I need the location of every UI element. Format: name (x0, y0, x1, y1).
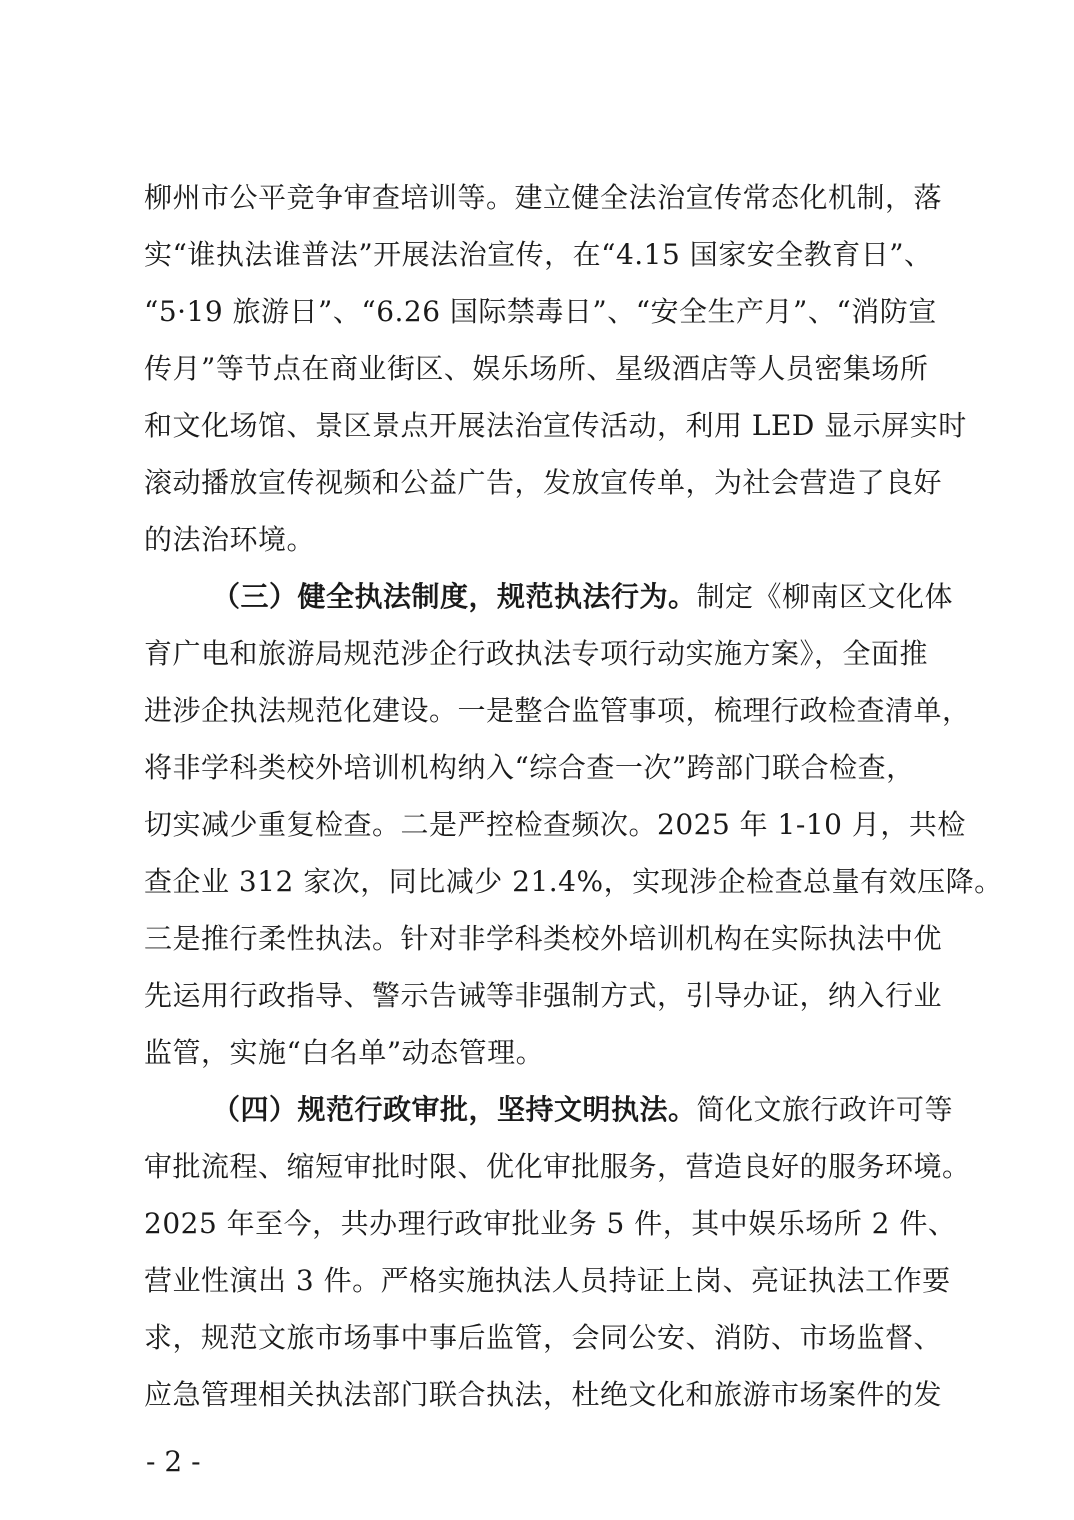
paragraph-line: 切实减少重复检查。二是严控检查频次。2025 年 1-10 月，共检 (144, 808, 966, 841)
paragraph-line: 滚动播放宣传视频和公益广告，发放宣传单，为社会营造了良好 (144, 466, 943, 499)
paragraph-line: 求，规范文旅市场事中事后监管，会同公安、消防、市场监督、 (144, 1321, 943, 1354)
paragraph-line: 和文化场馆、景区景点开展法治宣传活动，利用 LED 显示屏实时 (144, 409, 967, 442)
paragraph-line: 传月”等节点在商业街区、娱乐场所、星级酒店等人员密集场所 (144, 352, 929, 385)
paragraph-line: 营业性演出 3 件。严格实施执法人员持证上岗、亮证执法工作要 (144, 1264, 951, 1297)
section-4-first-line (212, 1090, 954, 1130)
paragraph-line: 三是推行柔性执法。针对非学科类校外培训机构在实际执法中优 (144, 922, 943, 955)
paragraph-line: 实“谁执法谁普法”开展法治宣传，在“4.15 国家安全教育日”、 (144, 238, 933, 271)
paragraph-line: 的法治环境。 (144, 523, 316, 556)
page-number: - 2 - (146, 1445, 201, 1478)
section-4-heading: （四）规范行政审批，坚持文明执法。 (212, 1093, 697, 1126)
paragraph-line: 审批流程、缩短审批时限、优化审批服务，营造良好的服务环境。 (144, 1150, 971, 1183)
section-3-heading: （三）健全执法制度，规范执法行为。 (212, 580, 697, 613)
paragraph-line: 将非学科类校外培训机构纳入“综合查一次”跨部门联合检查， (144, 751, 915, 784)
paragraph-line: 应急管理相关执法部门联合执法，杜绝文化和旅游市场案件的发 (144, 1378, 943, 1411)
paragraph-line: 先运用行政指导、警示告诫等非强制方式，引导办证，纳入行业 (144, 979, 943, 1012)
section-4-first-line-text: 简化文旅行政许可等 (696, 1093, 954, 1126)
paragraph-line: 育广电和旅游局规范涉企行政执法专项行动实施方案》，全面推 (144, 637, 929, 670)
section-3-first-line (212, 577, 954, 617)
paragraph-line: “5·19 旅游日”、“6.26 国际禁毒日”、“安全生产月”、“消防宣 (144, 295, 937, 328)
paragraph-line: 查企业 312 家次，同比减少 21.4%，实现涉企检查总量有效压降。 (144, 865, 1003, 898)
paragraph-line: 进涉企执法规范化建设。一是整合监管事项，梳理行政检查清单， (144, 694, 971, 727)
section-3-first-line-text: 制定《柳南区文化体 (696, 580, 954, 613)
paragraph-line: 监管，实施“白名单”动态管理。 (144, 1036, 545, 1069)
paragraph-line: 柳州市公平竞争审查培训等。建立健全法治宣传常态化机制，落 (144, 181, 943, 214)
paragraph-line: 2025 年至今，共办理行政审批业务 5 件，其中娱乐场所 2 件、 (144, 1207, 957, 1240)
